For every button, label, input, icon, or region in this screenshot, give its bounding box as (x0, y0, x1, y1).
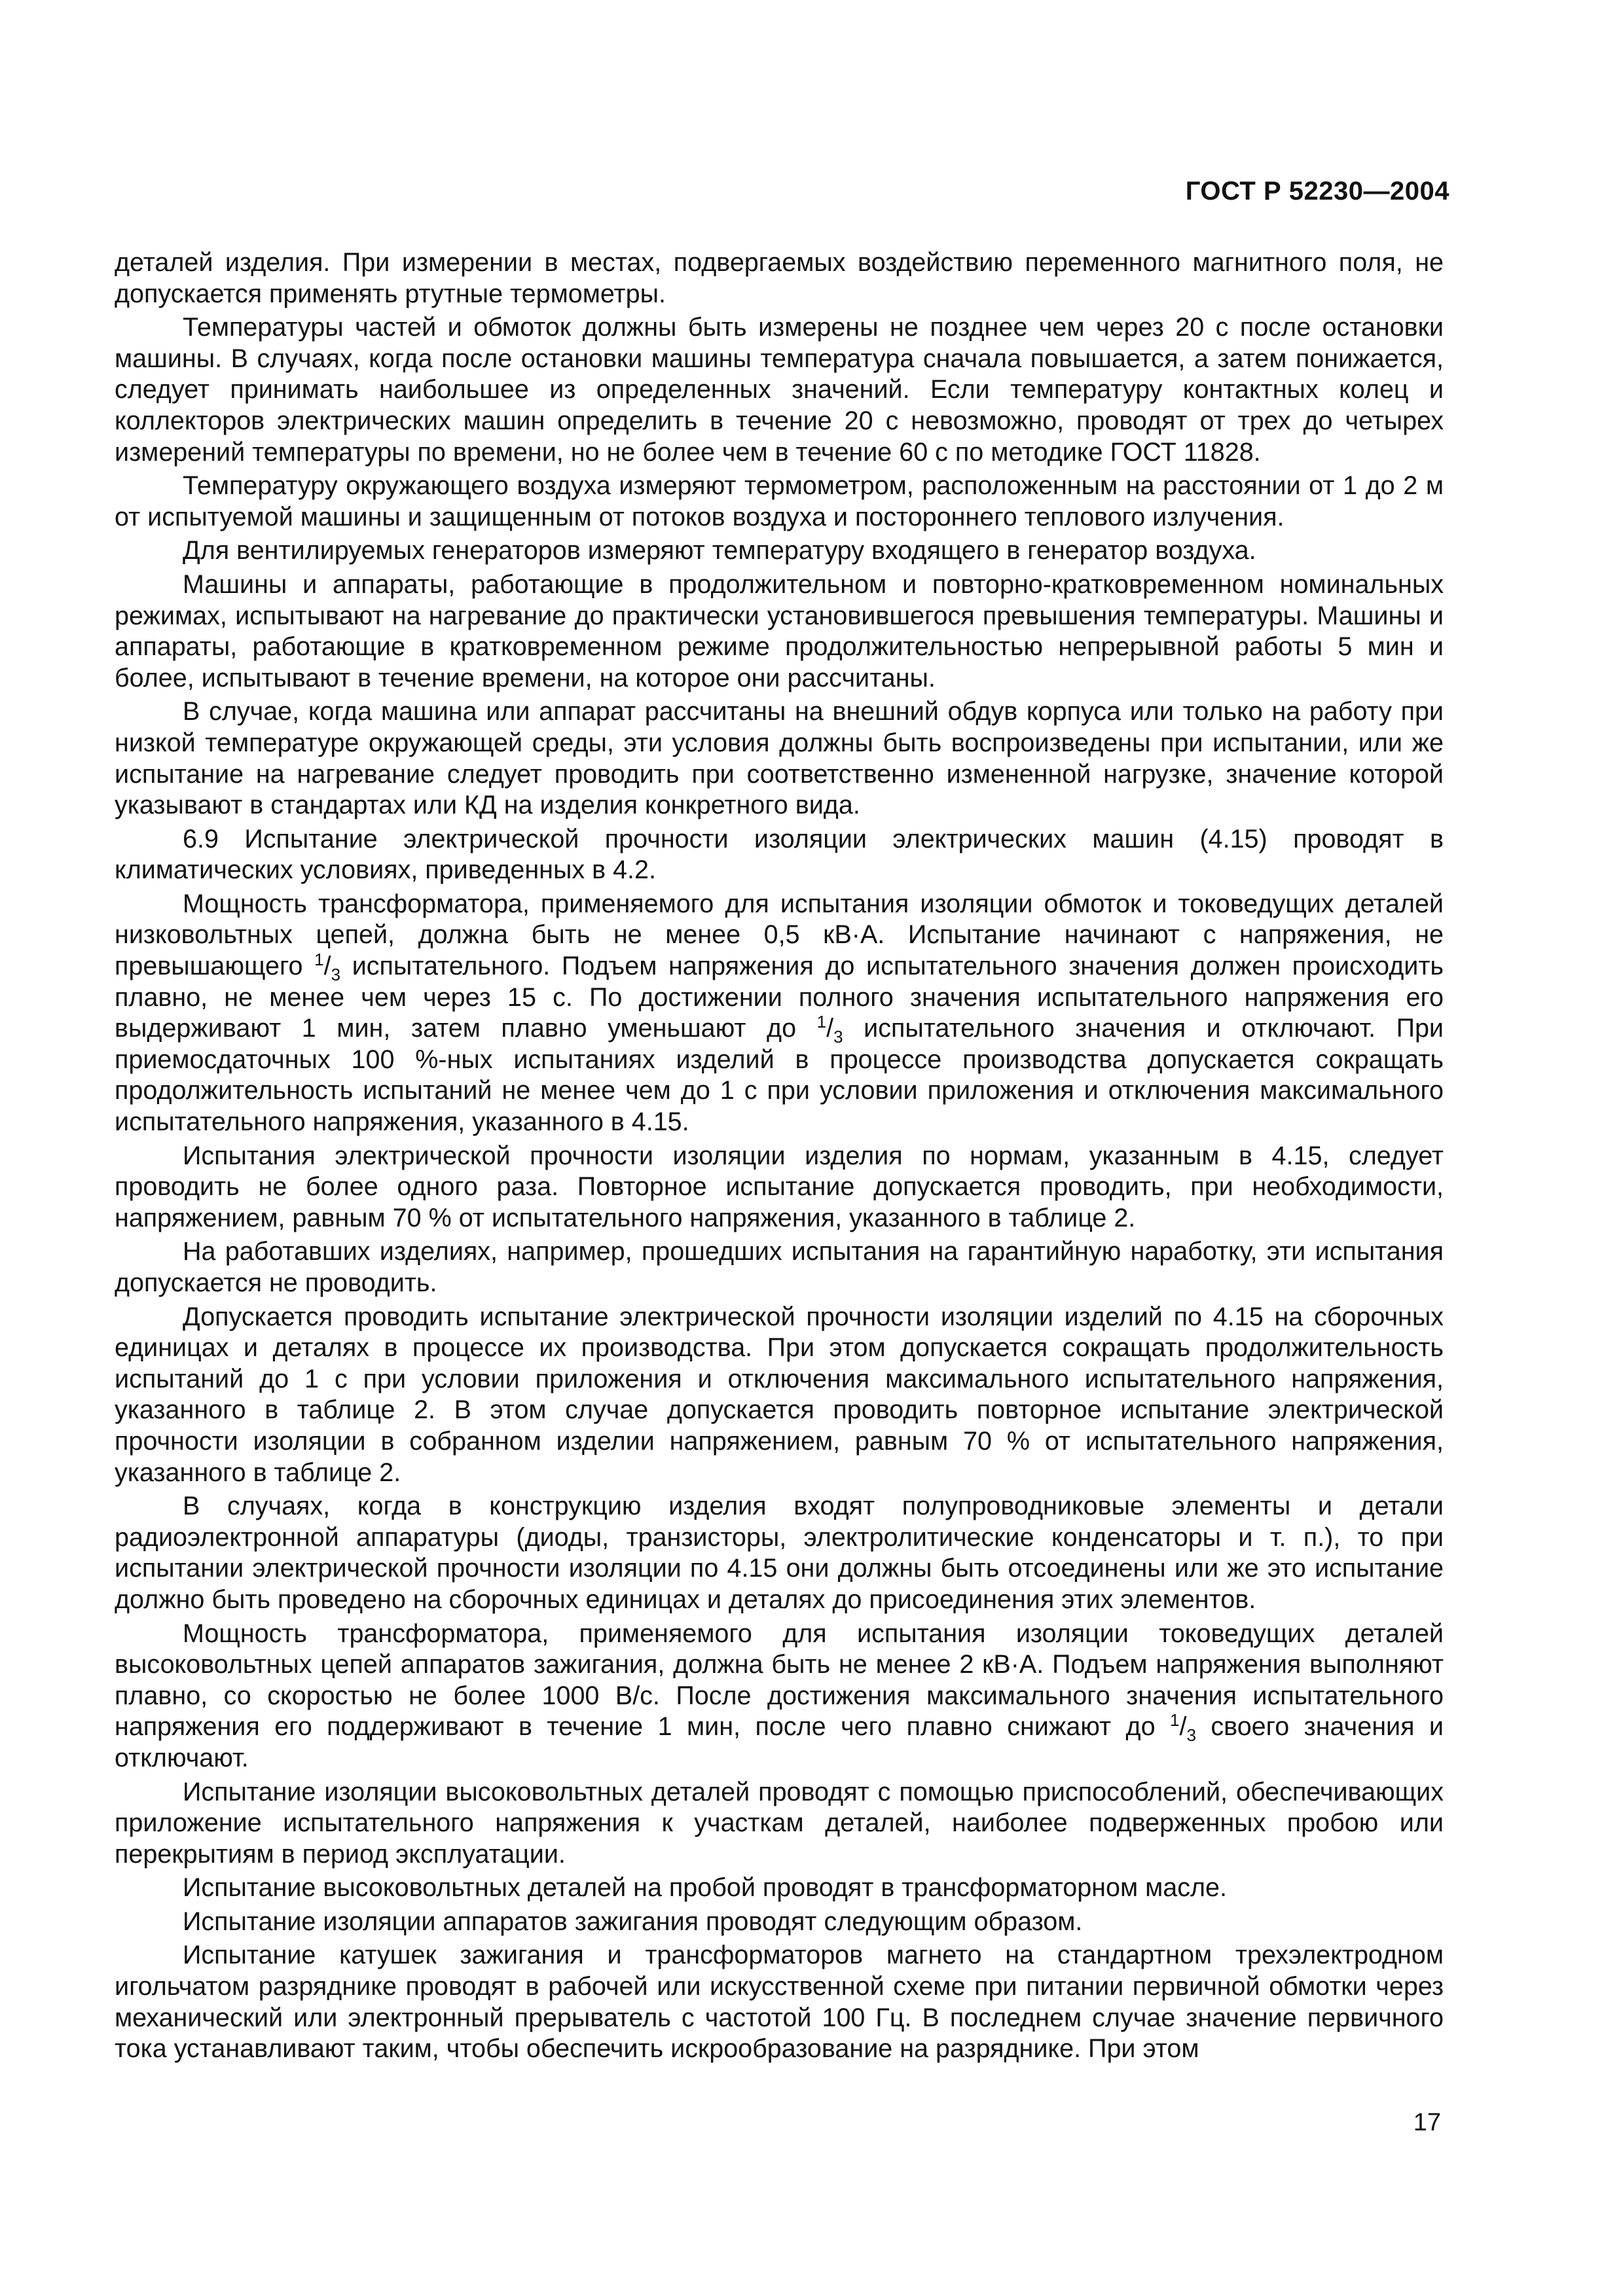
fraction-one-third: $^1/_3$ (1170, 1710, 1196, 1746)
fraction-denominator: 3 (1186, 1725, 1196, 1746)
fraction-one-third: $^1/_3$ (816, 1012, 843, 1047)
paragraph-segment: Мощность трансформатора, применяемого для испытания изоляции обмоток и токоведущих деталей низковольтных цепей, должна быть не менее 0,5 кВ·А. Испытание начинают с напряжения, не превышающего (115, 889, 1444, 981)
document-code-header: ГОСТ Р 52230—2004 (1185, 177, 1450, 206)
paragraph: Температуру окружающего воздуха измеряют термометром, расположенным на расстоянии от 1 до 2 м от испытуемой машины и защищенным от потоков воздуха и постороннего теплового излучения. (115, 471, 1444, 531)
paragraph: Испытание изоляции аппаратов зажигания проводят следующим образом. (183, 1907, 1083, 1936)
paragraph-segment: своего значения и отключают. (115, 1712, 1444, 1772)
paragraph: На работавших изделиях, например, прошедших испытания на гарантийную наработку, эти испытания допускается не проводить. (115, 1237, 1444, 1297)
paragraph: Машины и аппараты, работающие в продолжительном и повторно-кратковременном номинальных режимах, испытывают на нагревание до практически установившегося превышения температуры. Машины и аппараты, работающие в кратковременном режиме продолжительностью непрерывной работы 5 мин и более, испытывают в течение времени, на которое они рассчитаны. (115, 569, 1444, 692)
fraction-numerator: 1 (1170, 1710, 1180, 1731)
fraction-numerator: 1 (314, 949, 324, 969)
page-number: 17 (1413, 2109, 1441, 2136)
paragraph: Испытание катушек зажигания и трансформаторов магнето на стандартном трехэлектродном игольчатом разряднике проводят в рабочей или искусственной схеме при питании первичной обмотки через механический или электронный прерыватель с частотой 100 Гц. В последнем случае значение первичного тока устанавливают таким, чтобы обеспечить искрообразование на разряднике. При этом (115, 1941, 1444, 2064)
paragraph: Испытание высоковольтных деталей на пробой проводят в трансформаторном масле. (183, 1873, 1227, 1903)
paragraph: Допускается проводить испытание электрической прочности изоляции изделий по 4.15 на сборочных единицах и деталях в процессе их производства. При этом допускается сокращать продолжительность испытаний до 1 с при условии приложения и отключения максимального испытательного напряжения, указанного в таблице 2. В этом случае допускается проводить повторное испытание электрической прочности изоляции в собранном изделии напряжением, равным 70 % от испытательного напряжения, указанного в таблице 2. (115, 1302, 1444, 1487)
section-6-9-paragraph: 6.9 Испытание электрической прочности изоляции электрических машин (4.15) проводят в климатических условиях, приведенных в 4.2. (115, 824, 1444, 885)
paragraph: деталей изделия. При измерении в местах, подвергаемых воздействию переменного магнитного поля, не допускается применять ртутные термометры. (115, 248, 1444, 308)
fraction-denominator: 3 (833, 1027, 843, 1047)
paragraph: Для вентилируемых генераторов измеряют температуру входящего в генератор воздуха. (183, 536, 1256, 565)
paragraph: Испытания электрической прочности изоляции изделия по нормам, указанным в 4.15, следует проводить не более одного раза. Повторное испытание допускается проводить, при необходимости, напряжением, равным 70 % от испытательного напряжения, указанного в таблице 2. (115, 1141, 1444, 1232)
paragraph-segment: Мощность трансформатора, применяемого для испытания изоляции токоведущих деталей высоковольтных цепей аппаратов зажигания, должна быть не менее 2 кВ·А. Подъем напряжения выполняют плавно, со скоростью не более 1000 В/с. После достижения максимального значения испытательного напряжения его поддерживают в течение 1 мин, после чего плавно снижают до (115, 1619, 1444, 1742)
fraction-one-third: $^1/_3$ (314, 949, 341, 984)
paragraph: В случае, когда машина или аппарат рассчитаны на внешний обдув корпуса или только на работу при низкой температуре окружающей среды, эти условия должны быть воспроизведены при испытании, или же испытание на нагревание следует проводить при соответственно измененной нагрузке, значение которой указывают в стандартах или КД на изделия конкретного вида. (115, 697, 1444, 820)
fraction-numerator: 1 (816, 1012, 827, 1032)
paragraph: В случаях, когда в конструкцию изделия входят полупроводниковые элементы и детали радиоэлектронной аппаратуры (диоды, транзисторы, электролитические конденсаторы и т. п.), то при испытании электрической прочности изоляции по 4.15 они должны быть отсоединены или же это испытание должно быть проведено на сборочных единицах и деталях до присоединения этих элементов. (115, 1492, 1444, 1614)
fraction-denominator: 3 (331, 964, 341, 984)
paragraph-segment: испытательного. Подъем напряжения до испытательного значения должен происходить плавно, не менее чем через 15 с. По достижении полного значения испытательного напряжения его выдерживают 1 мин, затем плавно уменьшают до (115, 952, 1444, 1043)
paragraph: Испытание изоляции высоковольтных деталей проводят с помощью приспособлений, обеспечивающих приложение испытательного напряжения к участкам деталей, наиболее подверженных пробою или перекрытиям в период эксплуатации. (115, 1777, 1444, 1869)
paragraph: Температуры частей и обмоток должны быть измерены не позднее чем через 20 с после остановки машины. В случаях, когда после остановки машины температура сначала повышается, а затем понижается, следует принимать наибольшее из определенных значений. Если температуру контактных колец и коллекторов электрических машин определить в течение 20 с невозможно, проводят от трех до четырех измерений температуры по времени, но не более чем в течение 60 с по методике ГОСТ 11828. (115, 313, 1444, 467)
paragraph-with-fractions (115, 889, 1444, 1138)
document-body (115, 247, 1444, 2068)
paragraph-with-fractions (115, 1619, 1444, 1774)
paragraph-segment: испытательного значения и отключают. При приемосдаточных 100 %-ных испытаниях изделий в процессе производства допускается сокращать продолжительность испытаний не менее чем до 1 с при условии приложения и отключения максимального испытательного напряжения, указанного в 4.15. (115, 1014, 1444, 1137)
